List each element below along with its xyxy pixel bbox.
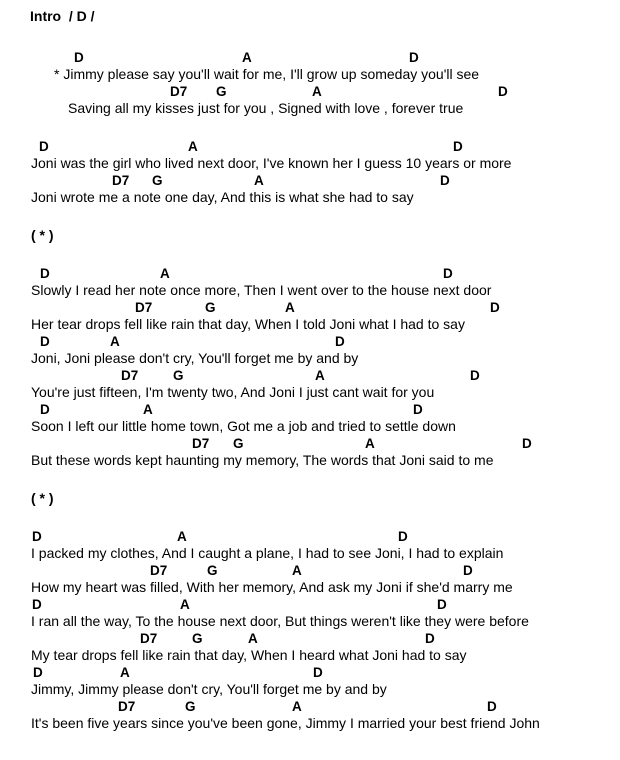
chord: D — [413, 402, 423, 417]
sections — [0, 49, 620, 732]
chord-line — [0, 562, 620, 579]
chord-line — [0, 401, 620, 418]
chord: D — [487, 699, 497, 714]
chord: D — [398, 529, 408, 544]
chord: D — [313, 665, 323, 680]
chord: A — [315, 368, 325, 383]
repeat-chorus-marker: ( * ) — [31, 227, 54, 243]
chord: D — [470, 368, 480, 383]
lyric-line: Joni, Joni please don't cry, You'll forget me by and by — [31, 350, 359, 366]
repeat-chorus-marker: ( * ) — [31, 490, 54, 506]
chord: A — [248, 631, 258, 646]
chord-line — [0, 172, 620, 189]
chord-line — [0, 49, 620, 66]
chord: D — [33, 665, 43, 680]
chord: D — [437, 597, 447, 612]
chord-line — [0, 265, 620, 282]
chord: D — [74, 50, 84, 65]
lyric-line: Joni was the girl who lived next door, I've known her I guess 10 years or more — [31, 155, 512, 171]
chord: G — [192, 631, 203, 646]
chord: D — [440, 173, 450, 188]
chord: D — [490, 300, 500, 315]
lyric-line: My tear drops fell like rain that day, When I heard what Joni had to say — [31, 647, 467, 663]
chord: A — [110, 334, 120, 349]
stanza — [0, 265, 620, 469]
lyric-line: But these words kept haunting my memory, The words that Joni said to me — [31, 452, 494, 468]
chord-line — [0, 630, 620, 647]
chord: A — [180, 597, 190, 612]
chord: D7 — [192, 436, 210, 451]
chord: D — [443, 266, 453, 281]
chord: A — [120, 665, 130, 680]
intro-heading: Intro / D / — [30, 8, 95, 24]
chord: D7 — [118, 699, 136, 714]
lyric-line: Jimmy, Jimmy please don't cry, You'll forget me by and by — [31, 681, 387, 697]
chord-line — [0, 333, 620, 350]
chord: G — [152, 173, 163, 188]
chord-line — [0, 435, 620, 452]
chord: A — [188, 139, 198, 154]
chord: A — [365, 436, 375, 451]
chord: D — [32, 529, 42, 544]
chord: D7 — [140, 631, 158, 646]
chord-line — [0, 698, 620, 715]
lyric-line: It's been five years since you've been gone, Jimmy I married your best friend John — [31, 715, 540, 731]
chord: D — [425, 631, 435, 646]
chord: A — [285, 300, 295, 315]
stanza — [0, 528, 620, 732]
chord: D — [39, 139, 49, 154]
chord: D7 — [121, 368, 139, 383]
chord: D — [463, 563, 473, 578]
lyric-line: How my heart was filled, With her memory, And ask my Joni if she'd marry me — [31, 579, 513, 595]
chord: A — [312, 84, 322, 99]
chord-line — [0, 299, 620, 316]
chord: D — [40, 334, 50, 349]
chord: D — [40, 266, 50, 281]
chord-line — [0, 83, 620, 100]
lyric-line: Her tear drops fell like rain that day, When I told Joni what I had to say — [31, 316, 465, 332]
chord: D — [522, 436, 532, 451]
chord: G — [173, 368, 184, 383]
chord: D — [32, 597, 42, 612]
chord: A — [160, 266, 170, 281]
lyric-line: You're just fifteen, I'm twenty two, And Joni I just cant wait for you — [31, 384, 435, 400]
stanza — [0, 138, 620, 206]
chord: G — [185, 699, 196, 714]
lyric-line: Soon I left our little home town, Got me a job and tried to settle down — [31, 418, 456, 434]
lyric-line: * Jimmy please say you'll wait for me, I'll grow up someday you'll see — [54, 66, 480, 82]
chord: G — [205, 300, 216, 315]
chord: A — [177, 529, 187, 544]
chord: D — [335, 334, 345, 349]
lyric-line: Slowly I read her note once more, Then I went over to the house next door — [31, 282, 492, 298]
chord: D — [498, 84, 508, 99]
chord: G — [207, 563, 218, 578]
chord: A — [242, 50, 252, 65]
chord: G — [233, 436, 244, 451]
lyric-line: Joni wrote me a note one day, And this is what she had to say — [31, 189, 414, 205]
chord: G — [216, 84, 227, 99]
chord: D7 — [135, 300, 153, 315]
lyric-line: I ran all the way, To the house next door, But things weren't like they were before — [31, 613, 529, 629]
chord-line — [0, 367, 620, 384]
chord-line — [0, 664, 620, 681]
lyric-line: I packed my clothes, And I caught a plane, I had to see Joni, I had to explain — [31, 545, 504, 561]
chord-line — [0, 138, 620, 155]
chord: D7 — [170, 84, 188, 99]
chord: A — [143, 402, 153, 417]
lyric-line: Saving all my kisses just for you , Signed with love , forever true — [68, 100, 464, 116]
chord: D7 — [150, 563, 168, 578]
stanza — [0, 49, 620, 117]
chord-line — [0, 528, 620, 545]
chord: D — [453, 139, 463, 154]
chord-line — [0, 596, 620, 613]
chord: A — [292, 563, 302, 578]
chord: A — [254, 173, 264, 188]
chord: D — [40, 402, 50, 417]
chord: D — [409, 50, 419, 65]
chord: A — [292, 699, 302, 714]
chord: D7 — [112, 173, 130, 188]
